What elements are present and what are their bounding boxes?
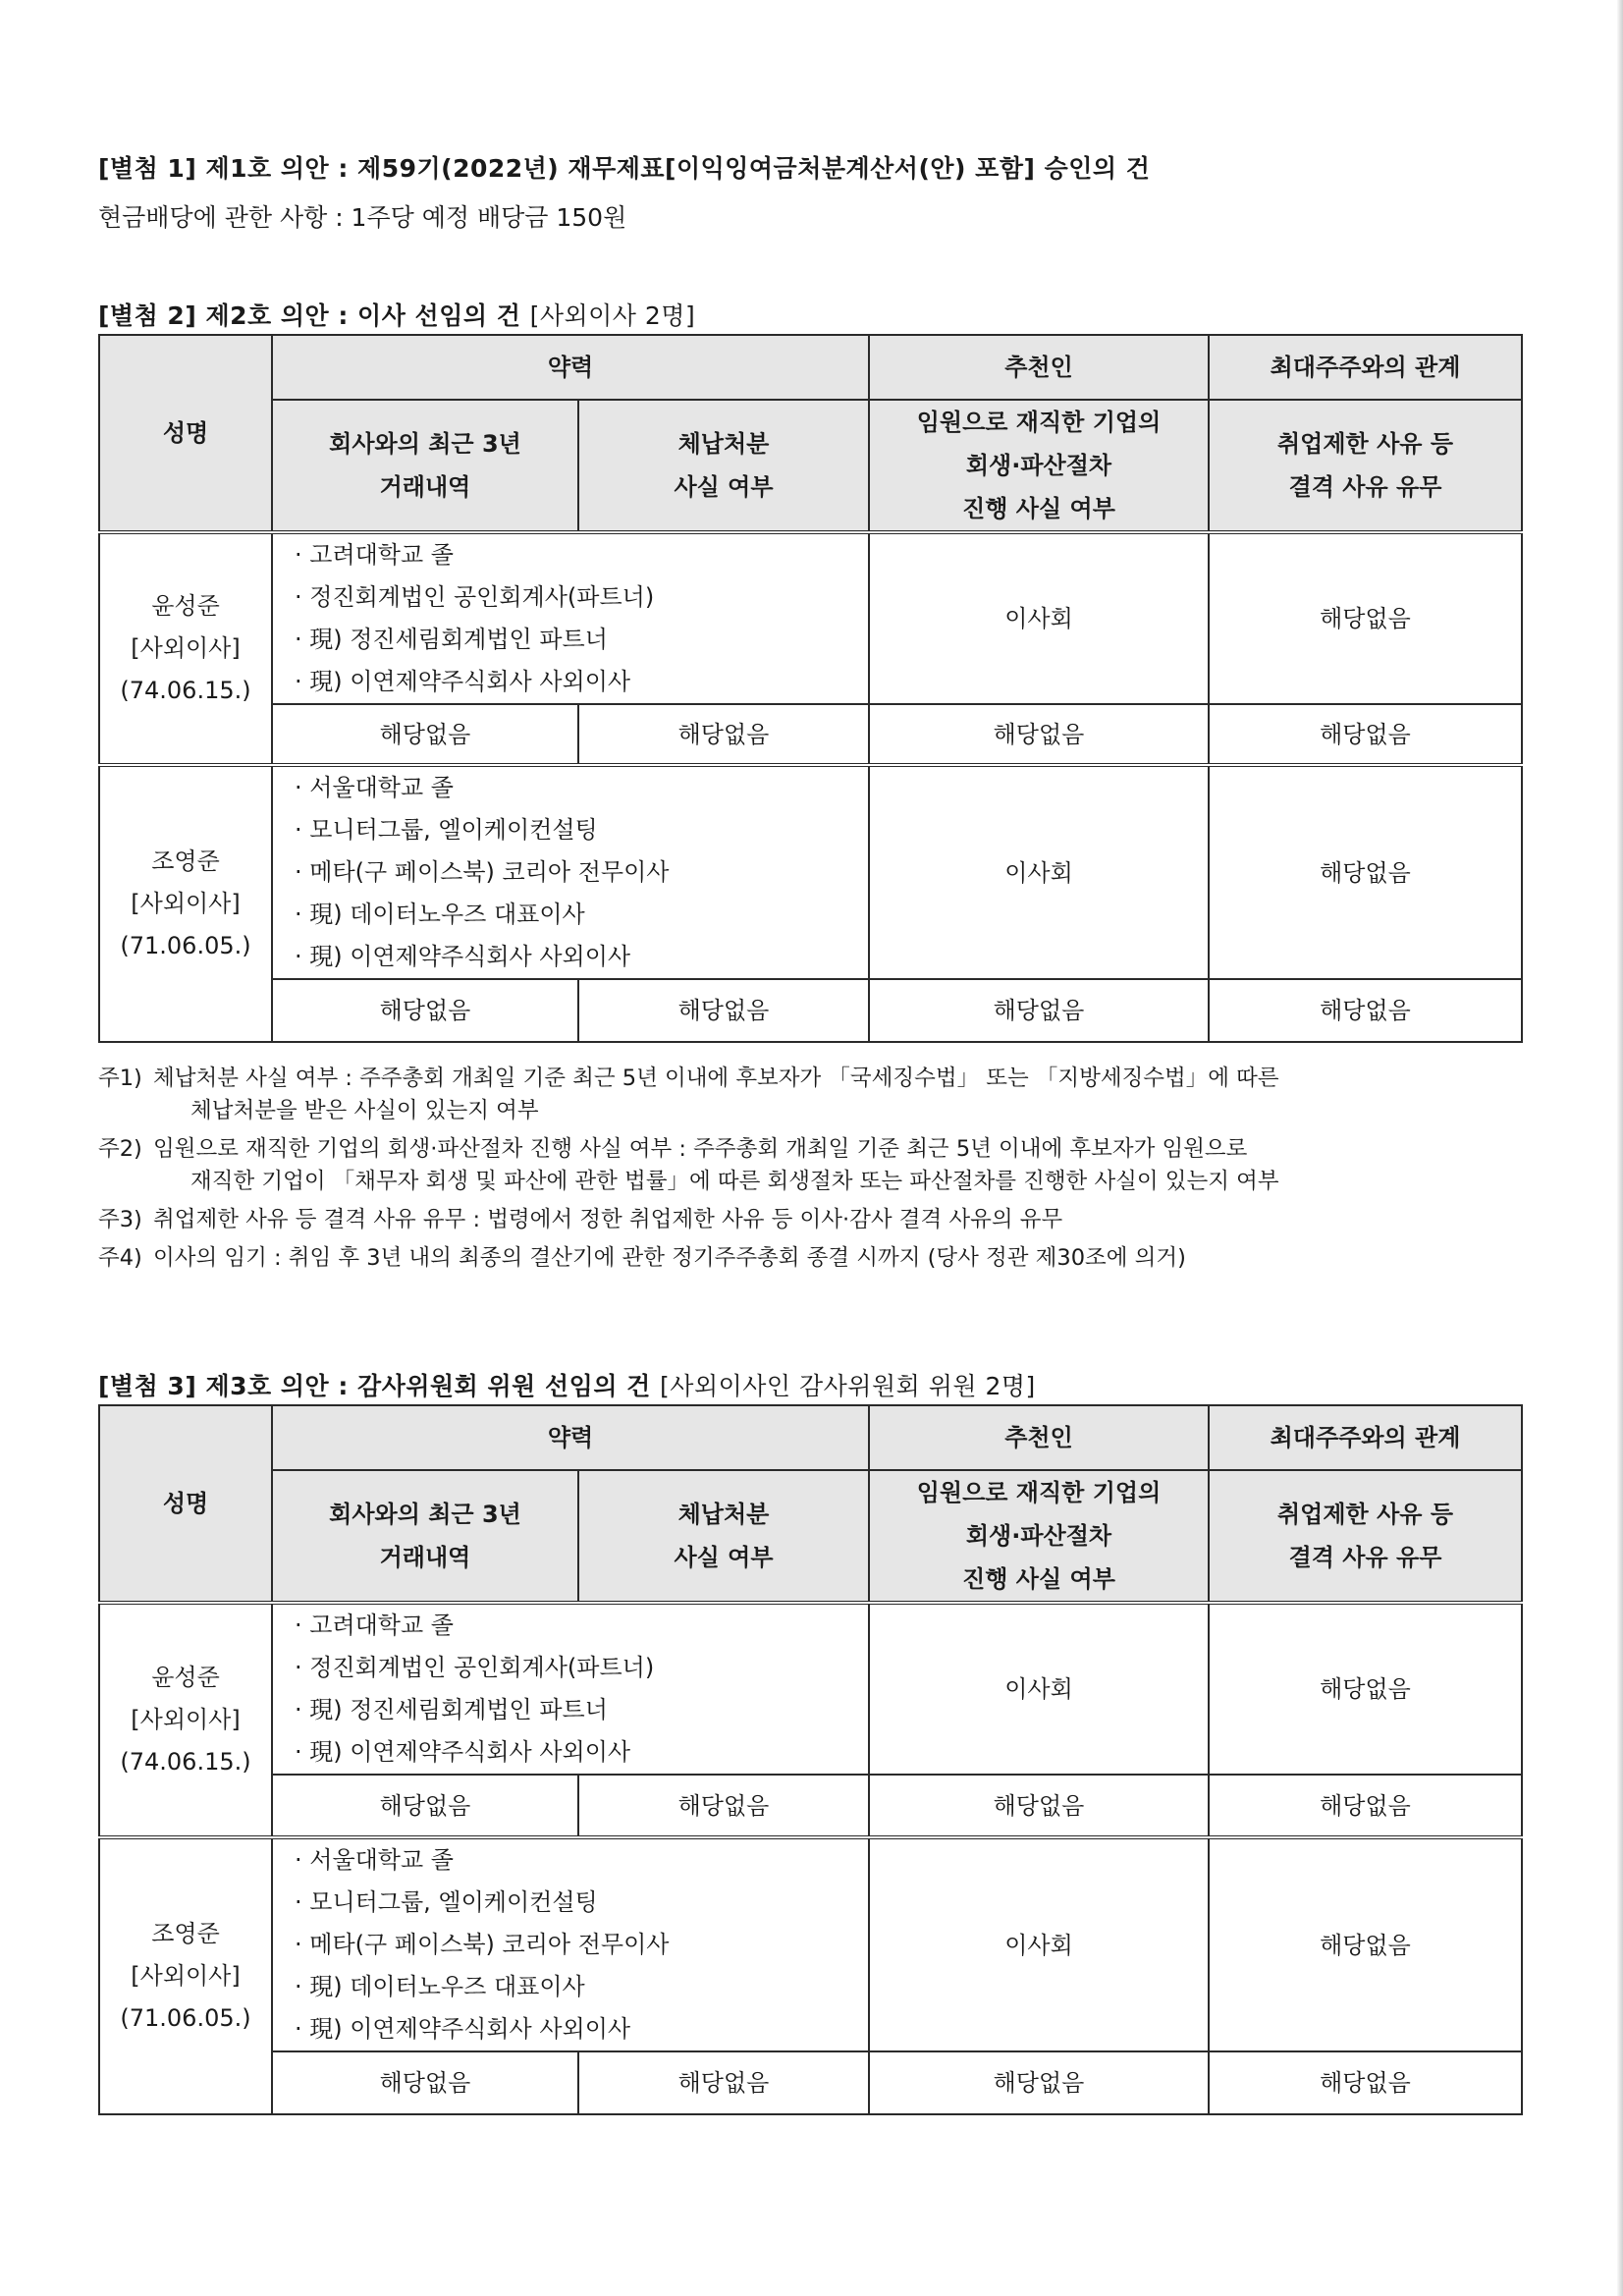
- candidate-type: [사외이사]: [131, 1962, 241, 1990]
- director-candidates-table: [98, 334, 1523, 1043]
- candidate-type: [사외이사]: [131, 1706, 241, 1733]
- candidate-disqualification: 해당없음: [1209, 979, 1522, 1042]
- candidate-relation: 해당없음: [1209, 1837, 1522, 2051]
- section-2: [98, 297, 1522, 332]
- candidate-transactions: 해당없음: [272, 2051, 578, 2114]
- note-3: 주3) 취업제한 사유 등 결격 사유 유무 : 법령에서 정한 취업제한 사유 등 이사·감사 결격 사유의 유무: [98, 1207, 1063, 1232]
- candidate-type: [사외이사]: [131, 634, 241, 662]
- candidate-bankruptcy: 해당없음: [869, 2051, 1209, 2114]
- candidate-tax: 해당없음: [578, 704, 869, 765]
- candidate-name-cell: [99, 532, 272, 765]
- page-edge: [1617, 0, 1623, 2296]
- candidate-relation: 해당없음: [1209, 532, 1522, 704]
- candidate-bankruptcy: 해당없음: [869, 1775, 1209, 1837]
- section-2-title: [별첨 2] 제2호 의안 : 이사 선임의 건: [98, 301, 521, 330]
- section-3: [98, 1367, 1522, 1402]
- candidate-name-cell: [99, 765, 272, 1042]
- candidate-career: · 고려대학교 졸 · 정진회계법인 공인회계사(파트너) · 現) 정진세림회계법인 파트너 · 現) 이연제약주식회사 사외이사: [272, 532, 869, 704]
- candidate-name: 조영준: [151, 1920, 220, 1947]
- candidate-name-cell: [99, 1603, 272, 1837]
- candidate-birth: (74.06.15.): [120, 1748, 251, 1776]
- candidate-disqualification: 해당없음: [1209, 1775, 1522, 1837]
- header-name: 성명: [99, 1405, 272, 1603]
- note-2: 주2) 임원으로 재직한 기업의 회생·파산절차 진행 사실 여부 : 주주총회 개최일 기준 최근 5년 이내에 후보자가 임원으로 재직한 기업이 「채무자 회생 및 파산에 관한 법률」에 따른 회생절차 또는 파산절차를 진행한 사실이 있는지 여부: [98, 1136, 1279, 1194]
- header-disqualification: 취업제한 사유 등 결격 사유 유무: [1209, 1470, 1522, 1603]
- section-2-note: [사외이사 2명]: [529, 301, 696, 330]
- candidate-recommender: 이사회: [869, 765, 1209, 979]
- header-disqualification: 취업제한 사유 등 결격 사유 유무: [1209, 400, 1522, 532]
- header-bankruptcy: 임원으로 재직한 기업의 회생·파산절차 진행 사실 여부: [869, 400, 1209, 532]
- candidate-name: 조영준: [151, 847, 220, 875]
- dividend-info: 현금배당에 관한 사항 : 1주당 예정 배당금 150원: [98, 203, 627, 232]
- candidate-name-cell: [99, 1837, 272, 2114]
- candidate-birth: (71.06.05.): [120, 932, 251, 959]
- candidate-name: 윤성준: [151, 592, 220, 620]
- header-transactions: 회사와의 최근 3년 거래내역: [272, 400, 578, 532]
- candidate-relation: 해당없음: [1209, 1603, 1522, 1775]
- header-name: 성명: [99, 335, 272, 532]
- candidate-transactions: 해당없음: [272, 979, 578, 1042]
- header-career: 약력: [272, 1405, 869, 1470]
- candidate-career: · 서울대학교 졸 · 모니터그룹, 엘이케이컨설팅 · 메타(구 페이스북) 코리아 전무이사 · 現) 데이터노우즈 대표이사 · 現) 이연제약주식회사 사외이사: [272, 765, 869, 979]
- candidate-bankruptcy: 해당없음: [869, 704, 1209, 765]
- candidate-transactions: 해당없음: [272, 704, 578, 765]
- header-tax: 체납처분 사실 여부: [578, 400, 869, 532]
- candidate-recommender: 이사회: [869, 532, 1209, 704]
- candidate-type: [사외이사]: [131, 890, 241, 917]
- note-1: 주1) 체납처분 사실 여부 : 주주총회 개최일 기준 최근 5년 이내에 후보자가 「국세징수법」 또는 「지방세징수법」에 따른 체납처분을 받은 사실이 있는지 여부: [98, 1066, 1279, 1123]
- section-3-title: [별첨 3] 제3호 의안 : 감사위원회 위원 선임의 건: [98, 1372, 651, 1400]
- candidate-recommender: 이사회: [869, 1837, 1209, 2051]
- section-1: [98, 149, 1522, 234]
- section-1-title: [별첨 1] 제1호 의안 : 제59기(2022년) 재무제표[이익잉여금처분계산서(안) 포함] 승인의 건: [98, 154, 1151, 183]
- header-relation: 최대주주와의 관계: [1209, 335, 1522, 400]
- notes: [98, 1063, 1532, 1281]
- header-transactions: 회사와의 최근 3년 거래내역: [272, 1470, 578, 1603]
- candidate-transactions: 해당없음: [272, 1775, 578, 1837]
- header-tax: 체납처분 사실 여부: [578, 1470, 869, 1603]
- candidate-disqualification: 해당없음: [1209, 704, 1522, 765]
- candidate-tax: 해당없음: [578, 1775, 869, 1837]
- candidate-tax: 해당없음: [578, 2051, 869, 2114]
- header-career: 약력: [272, 335, 869, 400]
- candidate-relation: 해당없음: [1209, 765, 1522, 979]
- header-recommender: 추천인: [869, 1405, 1209, 1470]
- section-3-note: [사외이사인 감사위원회 위원 2명]: [660, 1372, 1036, 1400]
- candidate-career: · 서울대학교 졸 · 모니터그룹, 엘이케이컨설팅 · 메타(구 페이스북) 코리아 전무이사 · 現) 데이터노우즈 대표이사 · 現) 이연제약주식회사 사외이사: [272, 1837, 869, 2051]
- candidate-recommender: 이사회: [869, 1603, 1209, 1775]
- audit-committee-candidates-table: [98, 1404, 1523, 2115]
- candidate-tax: 해당없음: [578, 979, 869, 1042]
- candidate-disqualification: 해당없음: [1209, 2051, 1522, 2114]
- note-4: 주4) 이사의 임기 : 취임 후 3년 내의 최종의 결산기에 관한 정기주주총회 종결 시까지 (당사 정관 제30조에 의거): [98, 1245, 1186, 1271]
- header-bankruptcy: 임원으로 재직한 기업의 회생·파산절차 진행 사실 여부: [869, 1470, 1209, 1603]
- candidate-birth: (74.06.15.): [120, 677, 251, 704]
- candidate-bankruptcy: 해당없음: [869, 979, 1209, 1042]
- candidate-name: 윤성준: [151, 1664, 220, 1691]
- header-relation: 최대주주와의 관계: [1209, 1405, 1522, 1470]
- candidate-birth: (71.06.05.): [120, 2004, 251, 2032]
- candidate-career: · 고려대학교 졸 · 정진회계법인 공인회계사(파트너) · 現) 정진세림회계법인 파트너 · 現) 이연제약주식회사 사외이사: [272, 1603, 869, 1775]
- header-recommender: 추천인: [869, 335, 1209, 400]
